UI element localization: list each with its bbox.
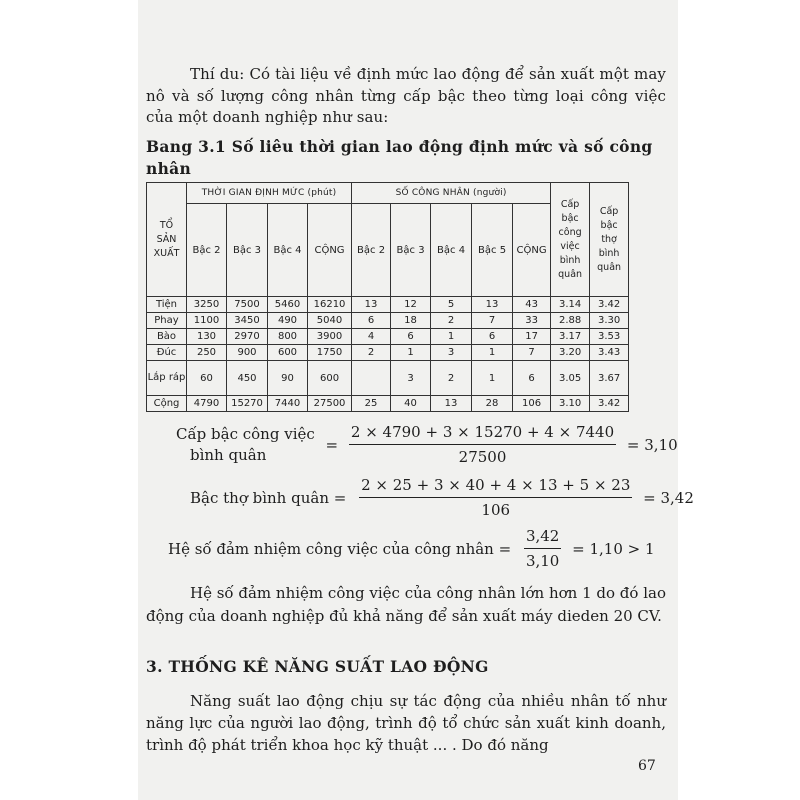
header-cap-bac-tho-word: bình	[598, 247, 620, 259]
header-workers-bac-4: Bậc 4	[431, 204, 472, 297]
table-cell: 3900	[308, 329, 352, 345]
table-cell: 6	[352, 313, 391, 329]
table-cell: 900	[227, 345, 268, 361]
row-label: Cộng	[147, 396, 187, 412]
table-cell	[352, 361, 391, 396]
row-label: Bào	[147, 329, 187, 345]
table-cell: 2	[431, 313, 472, 329]
table-cell: 3250	[187, 297, 227, 313]
formula-3-fraction	[524, 527, 561, 570]
table-cell: 450	[227, 361, 268, 396]
header-cap-bac-cong-viec-word: bình	[559, 254, 581, 266]
header-workers-bac-2: Bậc 2	[352, 204, 391, 297]
table-cell: 3.20	[551, 345, 590, 361]
header-time-cong: CỘNG	[308, 204, 352, 297]
table-cell: 4	[352, 329, 391, 345]
table-cell: 1	[391, 345, 431, 361]
formula-2-result: = 3,42	[643, 488, 694, 507]
table-cell: 25	[352, 396, 391, 412]
table-cell: 17	[513, 329, 551, 345]
header-cap-bac-tho-word: thợ	[601, 233, 617, 245]
intro-paragraph: Thí du: Có tài liệu về định mức lao động để sản xuất một may nô và số lượng công nhân từng cấp bậc theo từng loại công việc của một doanh nghiệp như sau:	[146, 65, 666, 126]
table-cell: 1100	[187, 313, 227, 329]
formula-3-denominator: 3,10	[524, 548, 561, 570]
header-workers-cong: CỘNG	[513, 204, 551, 297]
page-number: 67	[638, 758, 656, 774]
table-row	[147, 396, 629, 412]
formula-1-denominator: 27500	[349, 444, 616, 466]
header-cap-bac-cong-viec-word: quân	[558, 268, 583, 280]
table-cell: 7500	[227, 297, 268, 313]
table-cell: 3.30	[590, 313, 629, 329]
table-cell: 5460	[268, 297, 308, 313]
formula-2-denominator: 106	[359, 497, 632, 519]
formula-1-label-line-2: bình quân	[190, 445, 267, 464]
table-cell: 27500	[308, 396, 352, 412]
header-cap-bac-tho	[590, 183, 629, 297]
table-cell: 33	[513, 313, 551, 329]
formula-1-result: = 3,10	[626, 435, 678, 454]
table-cell: 2.88	[551, 313, 590, 329]
table-cell: 3.53	[590, 329, 629, 345]
table-cell: 40	[391, 396, 431, 412]
row-label: Lắp ráp	[147, 361, 187, 396]
table-cell: 2970	[227, 329, 268, 345]
table-cell: 1	[472, 361, 513, 396]
header-time-bac-2: Bậc 2	[187, 204, 227, 297]
formula-2-fraction	[359, 476, 632, 519]
data-table	[146, 182, 629, 412]
table-cell: 7	[513, 345, 551, 361]
table-cell: 1750	[308, 345, 352, 361]
header-cap-bac-cong-viec	[551, 183, 590, 297]
header-cap-bac-tho-word: Cấp	[599, 205, 619, 217]
table-cell: 3.43	[590, 345, 629, 361]
header-workers-bac-3: Bậc 3	[391, 204, 431, 297]
table-cell: 16210	[308, 297, 352, 313]
table-cell: 3	[391, 361, 431, 396]
section-paragraph: Năng suất lao động chịu sự tác động của nhiều nhân tố như năng lực của người lao động, trình độ tổ chức sản xuất kinh doanh, trình độ phát triển khoa học kỹ thuật ... . Do đó năng	[146, 692, 666, 754]
header-cap-bac-tho-word: bậc	[600, 219, 618, 231]
table-cell: 600	[308, 361, 352, 396]
table-cell: 490	[268, 313, 308, 329]
table-cell: 250	[187, 345, 227, 361]
table-cell: 43	[513, 297, 551, 313]
table-row	[147, 361, 629, 396]
table-header-row-1	[147, 183, 629, 204]
table-cell: 6	[391, 329, 431, 345]
table-row	[147, 329, 629, 345]
table-cell: 5	[431, 297, 472, 313]
table-cell: 13	[431, 396, 472, 412]
row-label: Phay	[147, 313, 187, 329]
formula-1-equals: =	[325, 435, 339, 454]
formula-bac-tho-binh-quan	[190, 476, 694, 519]
formula-he-so-dam-nhiem	[168, 527, 655, 570]
formula-2-numerator: 2 × 25 + 3 × 40 + 4 × 13 + 5 × 23	[361, 476, 631, 494]
table-cell: 15270	[227, 396, 268, 412]
table-cell: 2	[431, 361, 472, 396]
header-to-san-xuat	[147, 183, 187, 297]
table-cell: 7440	[268, 396, 308, 412]
table-cell: 1	[472, 345, 513, 361]
table-cell: 13	[472, 297, 513, 313]
row-label: Đúc	[147, 345, 187, 361]
header-time-bac-3: Bậc 3	[227, 204, 268, 297]
book-page	[138, 0, 694, 800]
table-cell: 3450	[227, 313, 268, 329]
table-cell: 3.42	[590, 396, 629, 412]
header-cap-bac-cong-viec-word: việc	[560, 240, 580, 252]
table-cell: 1	[431, 329, 472, 345]
header-time-bac-4: Bậc 4	[268, 204, 308, 297]
formula-3-result: = 1,10 > 1	[572, 539, 655, 558]
table-row	[147, 313, 629, 329]
formula-1-label-line-1: Cấp bậc công việc	[176, 424, 315, 443]
table-cell: 3.14	[551, 297, 590, 313]
row-label: Tiện	[147, 297, 187, 313]
formula-1-numerator: 2 × 4790 + 3 × 15270 + 4 × 7440	[350, 423, 615, 441]
table-cell: 3.17	[551, 329, 590, 345]
header-cap-bac-tho-word: quân	[597, 261, 622, 273]
formula-cap-bac-cong-viec	[176, 423, 678, 466]
conclusion-paragraph: Hệ số đảm nhiệm công việc của công nhân lớn hơn 1 do đó lao động của doanh nghiệp đủ khả năng để sản xuất máy dieden 20 CV.	[146, 584, 666, 625]
table-cell: 2	[352, 345, 391, 361]
table-caption: Bang 3.1 Số liêu thời gian lao động định mức và số công nhân	[146, 137, 653, 178]
header-workers-bac-5: Bậc 5	[472, 204, 513, 297]
table-body	[147, 297, 629, 412]
table-cell: 3	[431, 345, 472, 361]
table-cell: 60	[187, 361, 227, 396]
formula-3-numerator: 3,42	[525, 527, 560, 545]
header-to-san-xuat-word: TỔ	[159, 219, 174, 231]
formula-1-fraction	[349, 423, 616, 466]
header-cap-bac-cong-viec-word: bậc	[561, 212, 579, 224]
table-cell: 106	[513, 396, 551, 412]
formula-2-label: Bậc thợ bình quân =	[190, 488, 347, 507]
table-row	[147, 297, 629, 313]
table-row	[147, 345, 629, 361]
table-cell: 5040	[308, 313, 352, 329]
table-cell: 18	[391, 313, 431, 329]
header-cap-bac-cong-viec-word: công	[558, 226, 582, 238]
section-heading: 3. THỐNG KÊ NĂNG SUẤT LAO ĐỘNG	[146, 657, 489, 676]
table-cell: 130	[187, 329, 227, 345]
table-cell: 28	[472, 396, 513, 412]
table-cell: 4790	[187, 396, 227, 412]
header-cap-bac-cong-viec-word: Cấp	[560, 198, 580, 210]
table-cell: 3.05	[551, 361, 590, 396]
table-cell: 6	[513, 361, 551, 396]
header-to-san-xuat-word: XUẤT	[153, 247, 180, 259]
header-time-group: THỜI GIAN ĐỊNH MỨC (phút)	[187, 183, 352, 204]
table-cell: 600	[268, 345, 308, 361]
table-cell: 800	[268, 329, 308, 345]
header-to-san-xuat-word: SẢN	[156, 233, 177, 245]
header-workers-group: SỐ CÔNG NHÂN (người)	[352, 183, 551, 204]
table-cell: 7	[472, 313, 513, 329]
table-cell: 3.10	[551, 396, 590, 412]
table-cell: 90	[268, 361, 308, 396]
table-cell: 6	[472, 329, 513, 345]
table-cell: 12	[391, 297, 431, 313]
table-cell: 3.42	[590, 297, 629, 313]
formula-3-label: Hệ số đảm nhiệm công việc của công nhân =	[168, 539, 512, 558]
table-cell: 13	[352, 297, 391, 313]
table-cell: 3.67	[590, 361, 629, 396]
